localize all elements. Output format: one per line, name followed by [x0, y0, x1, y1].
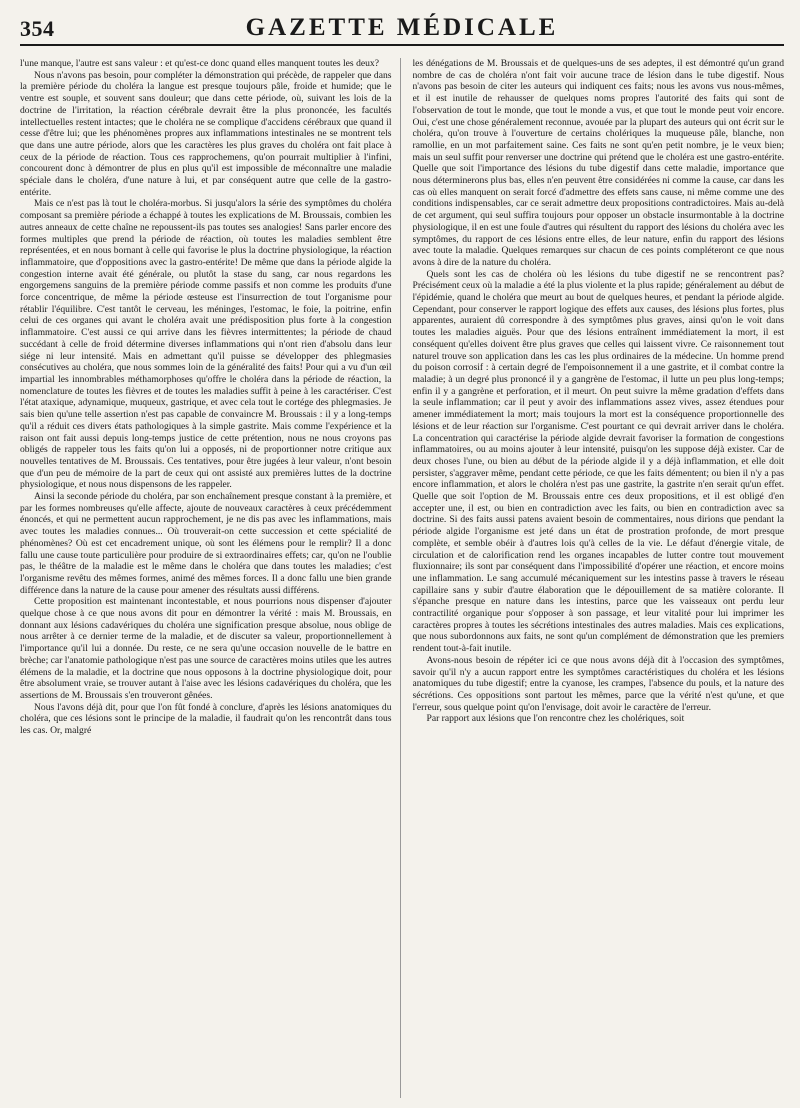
journal-title: GAZETTE MÉDICALE	[245, 14, 559, 41]
right-column	[413, 58, 785, 1098]
paragraph: Cette proposition est maintenant incontestable, et nous pourrions nous dispenser d'ajouter quelque chose à ce que nous avons dit pour en démontrer la vérité : mais M. Broussais, en donnant aux lésions cadavériques du choléra une signification presque absolue, nous oblige de nous arrêter à ce dernier terme de la maladie, et de discuter sa valeur, proportionnellement à l'importance qu'il lui a donnée. Du reste, ce ne sera qu'une occasion nouvelle de le battre en brèche; car l'anatomie pathologique n'est pas une source de caractères moins utiles que les autres élémens de la maladie, et la doctrine que nous opposons à la doctrine physiologique doit, pour être absolument vraie, se trouver autant à l'aise avec les lésions cadavériques du choléra, que les assertions de M. Broussais s'en trouveront gênées.	[20, 596, 392, 701]
paragraph: Par rapport aux lésions que l'on rencontre chez les cholériques, soit	[426, 713, 685, 725]
paragraph: les dénégations de M. Broussais et de quelques-uns de ses adeptes, il est démontré qu'un grand nombre de cas de choléra n'ont fait voir aucune trace de lésion dans le tube digestif. Nous n'avons pas besoin de citer les auteurs qui indiquent ces faits; nous les avons vus nous-mêmes, et il est inutile de rehausser de quelques noms propres l'autorité des faits qui sont de l'observation de tout le monde, que tout le monde a vus, et que tout le monde peut voir encore. Oui, c'est une chose généralement reconnue, avouée par la plupart des auteurs qui ont écrit sur le choléra, qu'on trouve à l'ouverture de certains cholériques la muqueuse pâle, blanche, non ramollie, en un mot parfaitement saine. Ces faits ne sont qu'en petit nombre, je le veux bien; mais un seul suffit pour renverser une doctrine qui prétend que le choléra est une gastro-entérite. Quelle que soit l'importance des lésions du tube digestif dans cette maladie, importance que nous déterminerons plus bas, elles n'en peuvent être considérées ni comme la cause, car dans les cas où elles manquent on serait forcé d'admettre des effets sans cause, ni même comme une des conditions indispensables, car ce serait admettre deux propositions contradictoires. Mais au-delà de cet argument, qui seul suffira toujours pour opposer un obstacle insurmontable à la doctrine physiologique, il en est une foule d'autres qui résultent du rapport des lésions du choléra avec les symptômes, du rapport de ces lésions entre elles, de leur nature, enfin du rapport des lésions avec toute la maladie. Quelques remarques sur chacun de ces points compléteront ce que nous avons à dire de la nature du choléra.	[412, 58, 784, 268]
left-column	[20, 58, 401, 1098]
paragraph: l'une manque, l'autre est sans valeur : et qu'est-ce donc quand elles manquent toutes les deux?	[20, 58, 379, 69]
paragraph: Quels sont les cas de choléra où les lésions du tube digestif ne se rencontrent pas? Précisément ceux où la maladie a été la plus violente et la plus rapide; généralement au début de l'épidémie, quand le choléra que meurt au bout de quelques heures, et pendant la période algide. Cependant, pour conserver le rapport logique des effets aux causes, des lésions plus fortes, plus apparentes, auraient dû correspondre à des symptômes plus graves, ainsi qu'on le voit dans toutes les maladies aiguës. Pour que des lésions entraînent immédiatement la mort, il est conséquent qu'elles doivent être plus graves que celles qui laissent vivre. Ce raisonnement tout naturel trouve son application dans les cas les plus ordinaires de la médecine. Un homme prend du poison corrosif : à certain degré de l'empoisonnement il a une gastrite, et il combat contre la maladie; à un degré plus prononcé il y a gangrène de l'estomac, il lutte un peu plus long-temps; enfin il y a gangrène et perforation, et il meurt. On peut suivre la même gradation d'effets dans la seule inflammation; car il peut y avoir des inflammations assez vives, assez étendues pour amener immédiatement la mort; mais toujours la mort est la conséquence proportionnelle des lésions et de leur réaction sur l'organisme. C'est pourtant ce qui devrait arriver dans le choléra. La concentration qui caractérise la période algide devrait favoriser la formation de congestions inflammatoires, ou au moins ajouter à leur intensité, puisqu'on les suppose déjà exister. Car de deux choses l'une, ou bien au début de la période algide il y a déjà inflammation, et elle doit persister, s'aggraver même, pendant cette période, ce que les faits démentent; ou bien il n'y a pas encore inflammation, et alors le choléra n'est pas une gastrite, la gastrite n'en serait qu'un effet. Quelle que soit l'option de M. Broussais entre ces deux propositions, et il est obligé d'en accepter une, il est, ou bien en contradiction avec les faits, ou bien en contradiction avec sa doctrine. Si des faits aussi patens avaient besoin de commentaires, nous dirions que pendant la période algide l'organisme est jeté dans un état de prostration profonde, de mort presque complète, et semble obéir à d'autres lois qu'à celles de la vie. Le défaut d'énergie vitale, de circulation et de calorification rend les organes incapables de lutter contre tout mouvement fluxionnaire; ils sont par conséquent dans l'impossibilité d'opérer une réaction, et encore moins une inflammation. Le sang accumulé mécaniquement sur les intestins passe à travers le réseau capillaire sans y subir d'autre élaboration que le dépouillement de sa matière colorante. Il s'épanche presque en nature dans les intestins, parce que les vaisseaux ont perdu leur contractilité organique pour s'opposer à son passage, et leur vitalité pour lui imprimer les caractères propres à toutes les sécrétions intestinales des autres maladies. Mais ces explications, que nous subordonnons aux faits, ne sont qu'un complément de démonstration que les premiers rendent tout-à-fait inutile.	[412, 268, 784, 655]
page-number: 354	[20, 16, 55, 41]
paragraph: Avons-nous besoin de répéter ici ce que nous avons déjà dit à l'occasion des symptômes, savoir qu'il n'y a aucun rapport entre les symptômes caractéristiques du choléra et les lésions anatomiques du tube digestif; entre la cyanose, les crampes, l'absence du pouls, et la nature des sécrétions. Ces oppositions sont partout les mêmes, parce que la vérité n'est qu'une, et que l'erreur, sous quelque point qu'on l'envisage, doit avoir le caractère de l'erreur.	[412, 654, 784, 713]
paragraph: Nous l'avons déjà dit, pour que l'on fût fondé à conclure, d'après les lésions anatomiques du choléra, que ces lésions sont le principe de la maladie, il faudrait qu'on les rencontrât dans tous les cas. Or, malgré	[20, 701, 392, 737]
article-body	[20, 58, 784, 1098]
paragraph: Mais ce n'est pas là tout le choléra-morbus. Si jusqu'alors la série des symptômes du choléra composant sa première période a échappé à toutes les explications de M. Broussais, combien les autres anneaux de cette chaîne ne repoussent-ils pas toutes ses analogies! Sans parler encore des formes multiples que prend la période de réaction, où toutes les maladies semblent être représentées, et en nous bornant à celle qui favorise le plus la doctrine physiologique, la réaction inflammatoire, que d'oppositions avec la gastro-entérite! De même que dans la période algide la congestion interne avait été générale, ou plutôt la stase du sang, car nous regardons les engorgemens sanguins de la première période comme passifs et non comme les produits d'une force concentrique, de même la période œsteuse est l'insurrection de tout l'organisme pour rétablir l'équilibre. C'est tantôt le cerveau, les méninges, l'estomac, le foie, la poitrine, enfin celui de ces organes qui avant le choléra avait une prédisposition plus forte à la congestion inflammatoire. C'est aussi ce qui arrive dans les fièvres intermittentes; la période de chaud succédant à celle de froid détermine diverses inflammations qui n'ont rien d'absolu dans leur siége ni leur intensité. Mais en admettant qu'il puisse se développer des phlegmasies consécutives au choléra, que nous sommes loin de la généralité des faits! Pour qui a vu d'un œil impartial les innombrables méthamorphoses qu'offre le choléra dans la période de réaction, la nomenclature de toutes les fièvres et de toutes les maladies suffit à peine à les caractériser. C'est l'état ataxique, adynamique, muqueux, gastrique, et avec cela tout le cortége des phlegmasies. Je sais bien qu'une telle assertion n'est pas capable de convaincre M. Broussais : il y a long-temps qu'il a réduit ces divers états pathologiques à la simple gastrite. Mais comme l'expérience et la raison ont fait aussi depuis long-temps justice de cette prétention, nous ne nous croyons pas obligés de rappeler tous les faits qu'on lui a opposés, ni de proportionner notre critique aux nouvelles tentatives de M. Broussais. Ces tentatives, pour être jugées à leur valeur, n'ont besoin que d'un peu de mémoire de la part de ceux qui ont assisté aux premières luttes de la doctrine physiologique, et nous nous dispensons de les rappeler.	[20, 198, 392, 491]
paragraph: Ainsi la seconde période du choléra, par son enchaînement presque constant à la première, et par les formes nombreuses qu'elle affecte, ajoute de nouveaux caractères à ceux précédemment énoncés, et qui ne permettent aucun rapprochement, je ne dis pas avec les inflammations, mais avec toutes les maladies connues... Où trouverait-on cette succession et cette spécialité de phénomènes? Où est cet encadrement unique, où sont les élémens pour le remplir? Il a donc fallu une cause toute particulière pour produire de si extraordinaires effets; car, qu'on ne l'oublie pas, le théâtre de la maladie est le même dans le choléra que dans toutes les maladies; c'est l'organisme revêtu des mêmes formes, animé des mêmes forces. Il a donc fallu une bien grande différence dans la nature de la cause pour amener des résultats aussi différens.	[20, 491, 392, 596]
paragraph: Nous n'avons pas besoin, pour compléter la démonstration qui précède, de rappeler que dans la première période du choléra la langue est presque toujours pâle, froide et humide; que le ventre est souple, et souvent sans douleur; que dans cette période, où, suivant les lois de la doctrine de l'irritation, la réaction cérébrale devrait être la plus prononcée, les facultés intellectuelles restent intactes; que le choléra ne se complique d'accidens cérébraux que quand il cesse d'être lui; que les phénomènes propres aux inflammations intestinales ne se montrent tels que dans une autre période, alors que les caractères les plus graves du choléra ont fait place à ceux de la période de réaction. Tous ces rapprochemens, qu'on pourrait multiplier à l'infini, concourent donc à démontrer de plus en plus qu'il est impossible de méconnaître une maladie spéciale dans le choléra, d'une nature à lui, et par conséquent autre que celle de la gastro-entérite.	[20, 69, 392, 198]
masthead	[20, 10, 784, 46]
